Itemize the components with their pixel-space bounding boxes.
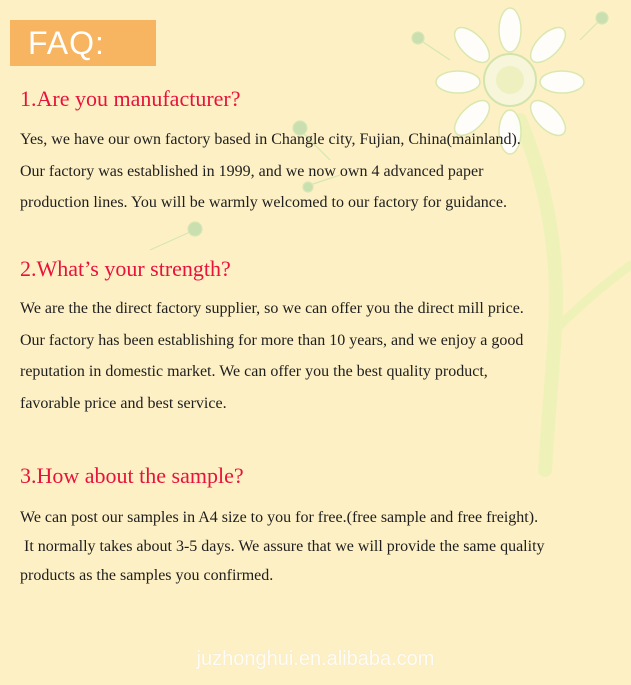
- faq-answer-line: Our factory was established in 1999, and we now own 4 advanced paper: [20, 162, 484, 180]
- faq-answer-line: Yes, we have our own factory based in Changle city, Fujian, China(mainland).: [20, 131, 521, 148]
- faq-answer-line: We are the the direct factory supplier, so we can offer you the direct mill price.: [20, 300, 524, 317]
- faq-answer-line: reputation in domestic market. We can offer you the best quality product,: [20, 363, 488, 380]
- faq-answer-2: [20, 293, 620, 419]
- faq-answer-1: [20, 124, 620, 219]
- faq-question-3: 3.How about the sample?: [20, 463, 244, 488]
- faq-answer-line: Our factory has been establishing for more than 10 years, and we enjoy a good: [20, 331, 524, 349]
- faq-answer-line: production lines. You will be warmly welcomed to our factory for guidance.: [20, 194, 507, 211]
- faq-badge: FAQ:: [10, 20, 156, 66]
- faq-question-2: 2.What’s your strength?: [20, 256, 231, 281]
- faq-answer-line: favorable price and best service.: [20, 394, 227, 412]
- faq-answer-line: We can post our samples in A4 size to you for free.(free sample and free freight).: [20, 509, 539, 526]
- watermark: juzhonghui.en.alibaba.com: [196, 648, 435, 670]
- faq-answer-line: It normally takes about 3-5 days. We assure that we will provide the same quality: [20, 538, 545, 555]
- faq-answer-3: [20, 503, 620, 590]
- faq-answer-line: products as the samples you confirmed.: [20, 567, 274, 584]
- faq-question-1: 1.Are you manufacturer?: [20, 86, 241, 111]
